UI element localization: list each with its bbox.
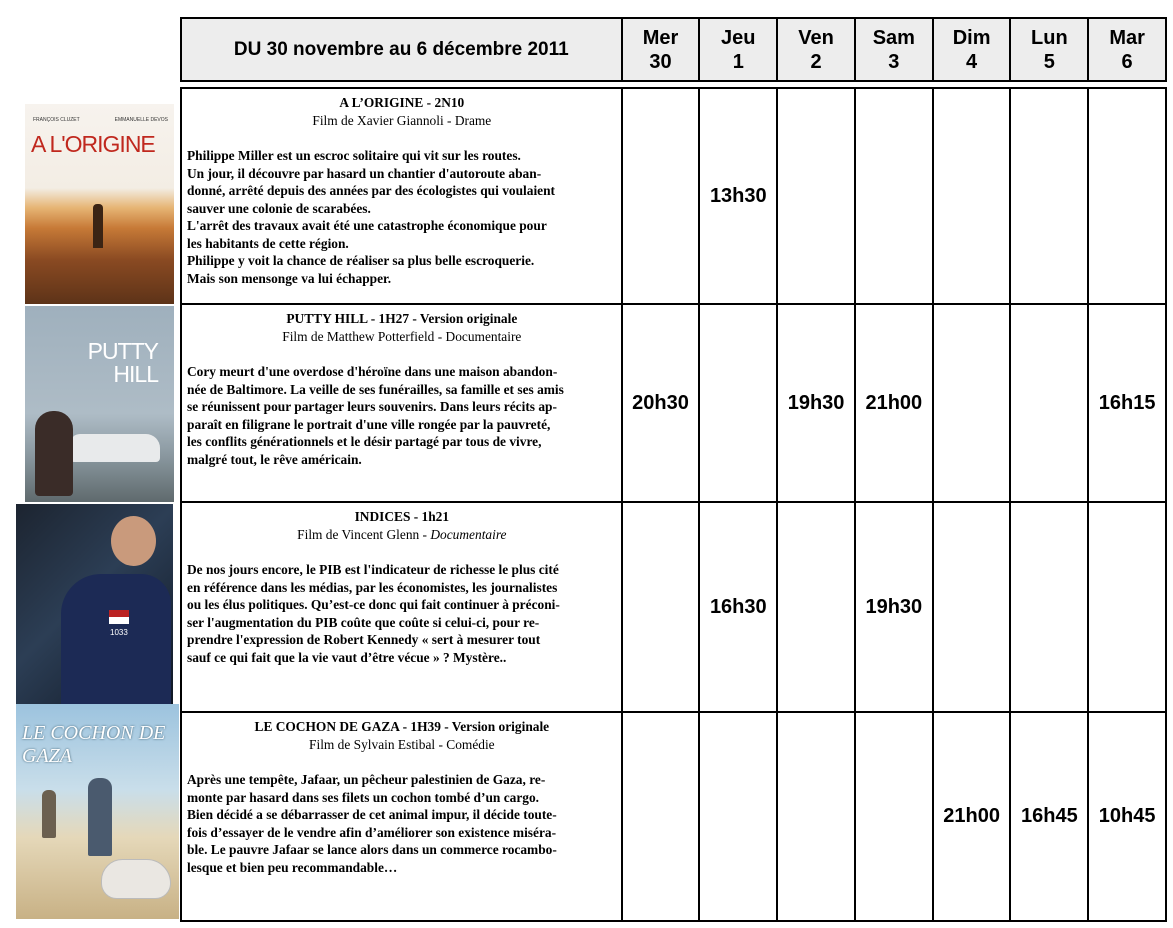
day-number: 3 (888, 50, 900, 73)
schedule-header (180, 17, 1167, 82)
film-row-cochon-de-gaza (180, 711, 1167, 922)
week-title: DU 30 novembre au 6 décembre 2011 (180, 17, 623, 82)
day-number: 5 (1043, 50, 1055, 73)
showtime-cell (776, 711, 856, 922)
film-row-putty-hill (180, 303, 1167, 503)
showtime-cell: 16h15 (1087, 303, 1167, 503)
poster-figure (93, 204, 103, 248)
day-header-thu (698, 17, 778, 82)
film-description-cell (180, 87, 623, 305)
poster-couple (35, 411, 73, 496)
showtime-cell (698, 303, 778, 503)
showtime-cell (932, 303, 1012, 503)
film-director-genre: Film de Sylvain Estibal - Comédie (309, 736, 495, 752)
showtime-cell (698, 711, 778, 922)
showtime-cell: 16h30 (698, 501, 778, 713)
poster-cochon-de-gaza (16, 704, 179, 919)
showtime-cell: 16h45 (1009, 711, 1089, 922)
day-name: Mar (1109, 26, 1145, 49)
poster-actor: FRANÇOIS CLUZET (33, 117, 80, 123)
poster-putty-hill (25, 306, 174, 502)
film-synopsis: Après une tempête, Jafaar, un pêcheur palestinien de Gaza, re- monte par hasard dans ses filets un cochon tombé d’un cargo. Bien décidé a se débarrasser de cet animal impur, il décide toute- fois d’essayer de le vendre afin d’améliorer son existence miséra- ble. Le pauvre Jafaar se lance alors dans un commerce rocambo- lesque et bien peu recommandable… (187, 772, 557, 875)
poster-title: A L'ORIGINE (31, 131, 155, 157)
poster-badge: 1033 (110, 628, 128, 637)
film-credit (187, 112, 617, 130)
showtime-cell (776, 501, 856, 713)
day-header-wed (621, 17, 701, 82)
poster-title: LE COCHON DE GAZA (22, 722, 166, 767)
showtime-cell: 13h30 (698, 87, 778, 305)
flag-icon (109, 610, 129, 624)
day-number: 6 (1121, 50, 1133, 73)
day-header-mon (1009, 17, 1089, 82)
film-director-genre: Film de Xavier Giannoli - Drame (312, 112, 492, 128)
showtime-cell: 21h00 (932, 711, 1012, 922)
showtime-cell (1087, 87, 1167, 305)
poster-actor: EMMANUELLE DEVOS (114, 117, 168, 123)
poster-trader (61, 574, 171, 704)
poster-car (70, 434, 160, 462)
film-credit (187, 526, 617, 544)
showtime-cell (932, 87, 1012, 305)
film-title: A L’ORIGINE - 2N10 (339, 95, 465, 110)
showtime-cell (854, 87, 934, 305)
showtime-cell (776, 87, 856, 305)
showtime-cell: 20h30 (621, 303, 701, 503)
film-title: INDICES - 1h21 (354, 509, 450, 524)
day-number: 1 (732, 50, 744, 73)
day-header-sun (932, 17, 1012, 82)
showtime-cell (1009, 303, 1089, 503)
poster-pig (101, 859, 171, 899)
showtime-cell (621, 501, 701, 713)
showtime-cell (1009, 87, 1089, 305)
day-name: Mer (642, 26, 679, 49)
day-number: 4 (966, 50, 978, 73)
day-name: Jeu (721, 26, 756, 49)
day-number: 2 (810, 50, 822, 73)
day-header-sat (854, 17, 934, 82)
poster-fisherman (88, 778, 112, 856)
day-name: Sam (872, 26, 915, 49)
day-number: 30 (649, 50, 672, 73)
film-synopsis: De nos jours encore, le PIB est l'indicateur de richesse le plus cité en référence dans les médias, par les économistes, les journalistes ou les élus politiques. Qu’est-ce donc qui fait continuer à préconi- ser l'augmentation du PIB coûte que coûte si celui-ci, pour re- prendre l'expression de Robert Kennedy « sert à mesurer tout sauf ce qui fait que la vie vaut d’être vécue » ? Mystère.. (187, 562, 560, 665)
showtime-cell (932, 501, 1012, 713)
showtime-cell: 19h30 (776, 303, 856, 503)
showtime-cell (621, 87, 701, 305)
showtime-cell: 10h45 (1087, 711, 1167, 922)
showtime-cell (621, 711, 701, 922)
poster-indices (16, 504, 173, 704)
film-director-genre: Film de Vincent Glenn - (297, 526, 431, 542)
film-credit (187, 328, 617, 346)
showtime-cell (854, 711, 934, 922)
showtime-cell: 19h30 (854, 501, 934, 713)
poster-title: PUTTY HILL (87, 338, 158, 387)
film-row-a-lorigine (180, 87, 1167, 305)
film-row-indices (180, 501, 1167, 713)
film-title: LE COCHON DE GAZA - 1H39 - Version originale (254, 719, 550, 734)
film-synopsis: Philippe Miller est un escroc solitaire qui vit sur les routes. Un jour, il découvre par hasard un chantier d'autoroute aban- donné, arrêté depuis des années par des écologistes qui voulaient sauver une colonie de scarabées. L'arrêt des travaux avait été une catastrophe économique pour les habitants de cette région. Philippe y voit la chance de réaliser sa plus belle escroquerie. Mais son mensonge va lui échapper. (187, 148, 556, 286)
poster-head (111, 516, 156, 566)
film-director-genre: Film de Matthew Potterfield - Documentaire (282, 328, 522, 344)
schedule-grid (180, 87, 1167, 922)
day-header-tue (1087, 17, 1167, 82)
day-name: Ven (798, 26, 834, 49)
poster-figure (42, 790, 56, 838)
day-name: Dim (952, 26, 991, 49)
showtime-cell: 21h00 (854, 303, 934, 503)
poster-a-lorigine (25, 104, 174, 304)
film-credit (187, 736, 617, 754)
film-description-cell (180, 303, 623, 503)
film-genre: Documentaire (430, 526, 507, 542)
film-description-cell (180, 501, 623, 713)
film-description-cell (180, 711, 623, 922)
day-name: Lun (1031, 26, 1068, 49)
showtime-cell (1009, 501, 1089, 713)
showtime-cell (1087, 501, 1167, 713)
film-synopsis: Cory meurt d'une overdose d'héroïne dans une maison abandon- née de Baltimore. La veille de ses funérailles, sa famille et ses amis se réunissent pour partager leurs souvenirs. Dans leurs récits ap- paraît en filigrane le portrait d'une ville rongée par la pauvreté, les conflits générationnels et le désir partagé par tous de vivre, malgré tout, le rêve américain. (187, 364, 564, 467)
film-title: PUTTY HILL - 1H27 - Version originale (286, 311, 518, 326)
day-header-fri (776, 17, 856, 82)
